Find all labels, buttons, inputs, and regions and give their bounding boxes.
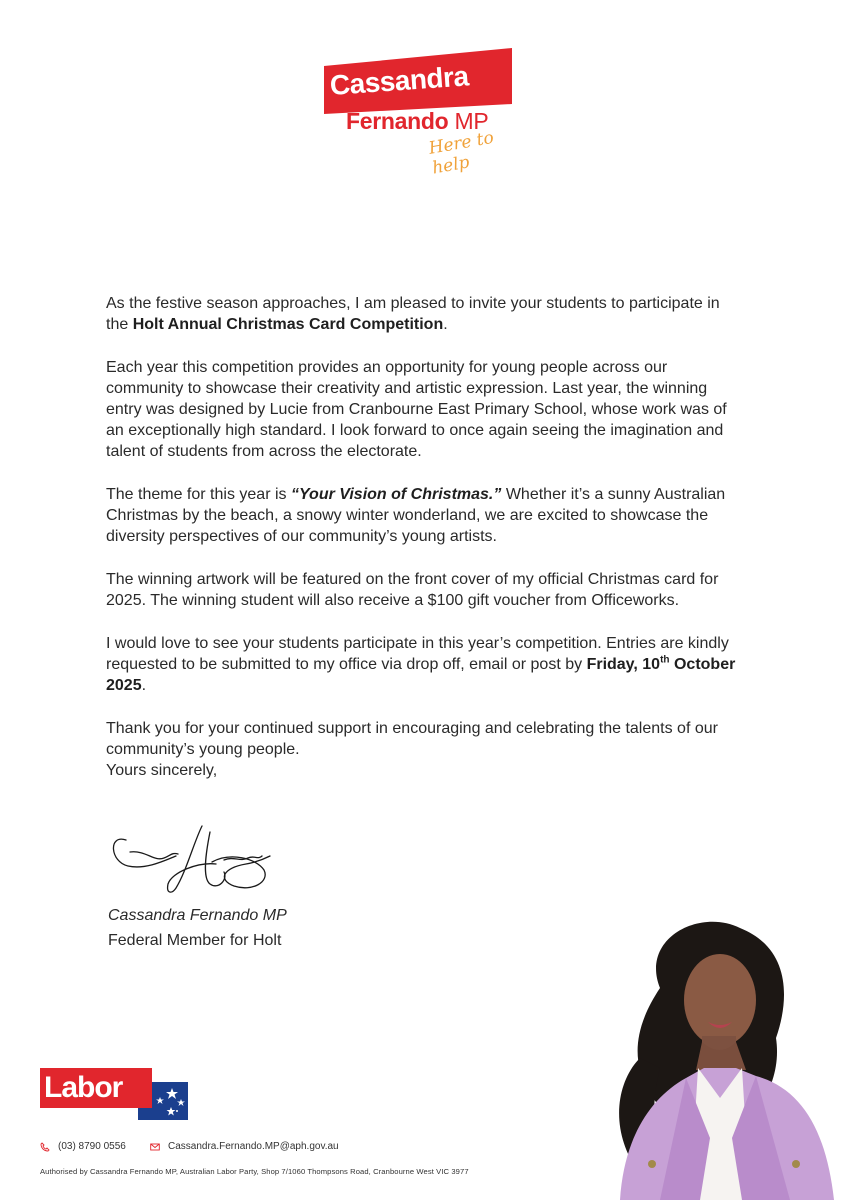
labor-logo-text: Labor <box>40 1068 152 1108</box>
logo-name-first: Cassandra <box>328 60 470 101</box>
paragraph-thanks: Thank you for your continued support in encouraging and celebrating the talents of our community’s young people. <box>106 720 718 758</box>
authorisation-statement: Authorised by Cassandra Fernando MP, Australian Labor Party, Shop 7/1060 Thompsons Road, Cranbourne West VIC 3977 <box>40 1167 469 1176</box>
portrait-photo <box>600 918 848 1200</box>
phone-number[interactable]: (03) 8790 0556 <box>58 1141 126 1152</box>
paragraph-prize: The winning artwork will be featured on the front cover of my official Christmas card for 2025. The winning student will also receive a $100 gift voucher from Officeworks. <box>106 571 719 609</box>
mp-logo <box>322 48 532 179</box>
logo-name-last: Fernando MP <box>346 108 489 134</box>
handwritten-signature <box>106 822 276 900</box>
letter-body <box>106 293 746 803</box>
email-icon <box>150 1142 160 1152</box>
contact-phone[interactable] <box>40 1141 126 1152</box>
signoff: Yours sincerely, <box>106 762 218 779</box>
phone-icon <box>40 1142 50 1152</box>
paragraph-deadline: I would love to see your students participate in this year’s competition. Entries are kindly requested to be submitted to my office via drop off, email or post by Friday, 10th October 2025. <box>106 635 736 694</box>
signatory-title: Federal Member for Holt <box>108 932 282 949</box>
labor-logo <box>40 1068 188 1120</box>
contact-email[interactable] <box>150 1141 339 1152</box>
paragraph-theme: The theme for this year is “Your Vision of Christmas.” Whether it’s a sunny Australian Christmas by the beach, a snowy winter wonderland, we are excited to showcase the diversity perspectives of our community’s young artists. <box>106 486 726 545</box>
signatory-name: Cassandra Fernando MP <box>108 907 287 924</box>
logo-tagline: Here to help <box>427 127 496 179</box>
email-address[interactable]: Cassandra.Fernando.MP@aph.gov.au <box>168 1141 339 1152</box>
paragraph-background: Each year this competition provides an opportunity for young people across our community to showcase their creativity and artistic expression. Last year, the winning entry was designed by Lucie from Cranbourne East Primary School, whose work was of an exceptionally high standard. I look forward to once again seeing the imagination and talent of students from across the electorate. <box>106 359 727 460</box>
paragraph-invitation: As the festive season approaches, I am pleased to invite your students to participate in the Holt Annual Christmas Card Competition. <box>106 295 720 333</box>
